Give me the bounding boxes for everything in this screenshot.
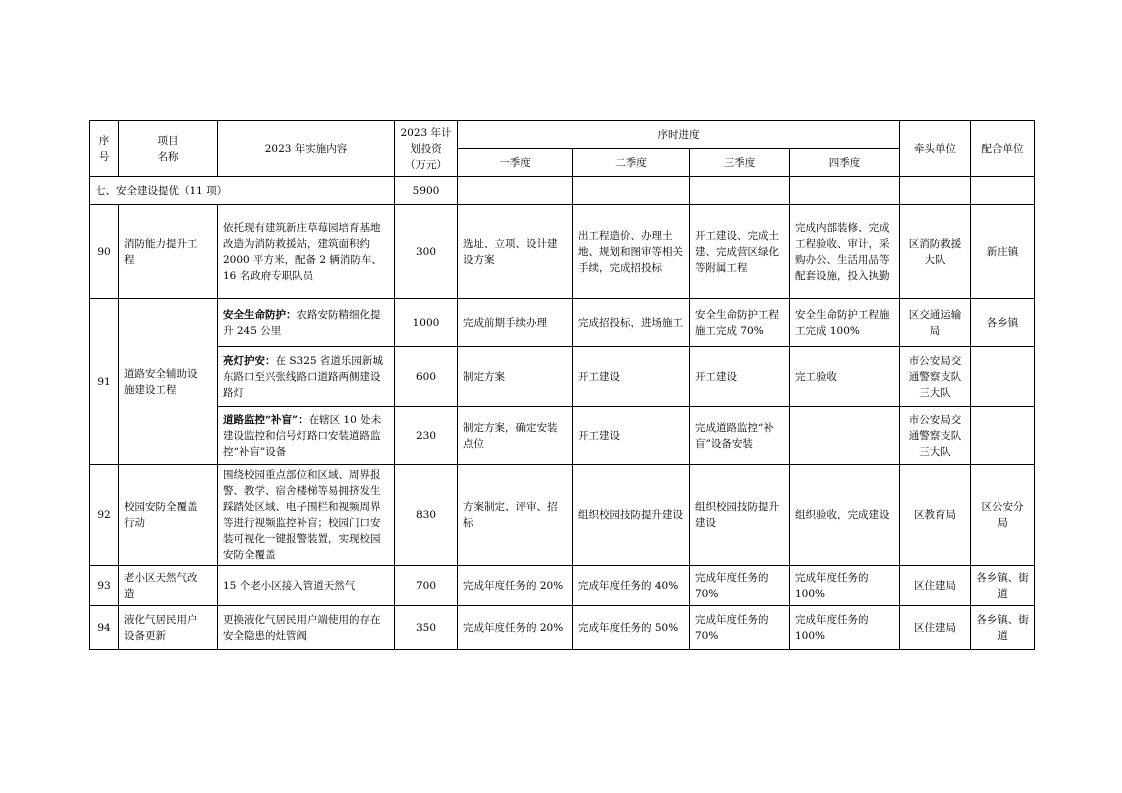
row-lead: 区住建局	[900, 566, 971, 606]
row-content	[218, 407, 395, 465]
row-q1: 完成年度任务的 20%	[458, 566, 573, 606]
content-heading: 道路监控“补盲”：	[223, 413, 309, 426]
row-q1: 制定方案，确定安装点位	[458, 407, 573, 465]
row-content: 围绕校园重点部位和区域、周界报警、教学、宿舍楼梯等易拥挤发生踩踏处区域、电子围栏和视频周界等进行视频监控补盲；校园门口安装可视化一键报警装置，实现校园安防全覆盖	[218, 465, 395, 566]
row-seq: 91	[90, 299, 119, 465]
table-row	[90, 465, 1035, 566]
header-content: 2023 年实施内容	[218, 121, 395, 177]
header-project-name: 项目 名称	[119, 121, 218, 177]
table-row	[90, 347, 1035, 407]
row-q4	[790, 407, 900, 465]
row-q4: 完成年度任务的 100%	[790, 606, 900, 650]
empty-cell	[690, 177, 790, 205]
row-content	[218, 299, 395, 347]
row-content: 15 个老小区接入管道天然气	[218, 566, 395, 606]
row-q3: 完成道路监控“补盲”设备安装	[690, 407, 790, 465]
header-lead-unit: 牵头单位	[900, 121, 971, 177]
section-row	[90, 177, 1035, 205]
row-coop: 各乡镇、街 道	[971, 566, 1035, 606]
empty-cell	[900, 177, 971, 205]
header-q2: 二季度	[573, 149, 690, 177]
row-q1: 选址、立项、设计建设方案	[458, 205, 573, 299]
row-q3: 开工建设	[690, 347, 790, 407]
row-seq: 90	[90, 205, 119, 299]
row-content: 更换液化气居民用户端使用的存在安全隐患的灶管阀	[218, 606, 395, 650]
row-q2: 开工建设	[573, 407, 690, 465]
row-investment: 830	[395, 465, 458, 566]
empty-cell	[790, 177, 900, 205]
content-heading: 亮灯护安：	[223, 354, 276, 367]
content-heading: 安全生命防护：	[223, 308, 297, 321]
row-seq: 92	[90, 465, 119, 566]
row-q2: 完成招投标，进场施工	[573, 299, 690, 347]
row-lead: 市公安局交 通警察支队 三大队	[900, 407, 971, 465]
row-q4: 完工验收	[790, 347, 900, 407]
header-row-1	[90, 121, 1035, 149]
row-q1: 完成前期手续办理	[458, 299, 573, 347]
row-q4: 组织验收，完成建设	[790, 465, 900, 566]
row-lead: 市公安局交 通警察支队 三大队	[900, 347, 971, 407]
row-content: 依托现有建筑新庄草莓园培育基地改造为消防救援站，建筑面积约 2000 平方米，配备 2 辆消防车、16 名政府专职队员	[218, 205, 395, 299]
empty-cell	[458, 177, 573, 205]
row-coop: 各乡镇	[971, 299, 1035, 347]
row-q2: 组织校园技防提升建设	[573, 465, 690, 566]
row-q4: 完成年度任务的 100%	[790, 566, 900, 606]
header-investment: 2023 年计 划投资 （万元）	[395, 121, 458, 177]
header-progress: 序时进度	[458, 121, 900, 149]
row-q3: 安全生命防护工程施工完成 70%	[690, 299, 790, 347]
row-lead: 区教育局	[900, 465, 971, 566]
row-q1: 完成年度任务的 20%	[458, 606, 573, 650]
row-q3: 完成年度任务的 70%	[690, 606, 790, 650]
row-lead: 区住建局	[900, 606, 971, 650]
row-investment: 230	[395, 407, 458, 465]
empty-cell	[971, 177, 1035, 205]
empty-cell	[573, 177, 690, 205]
header-q3: 三季度	[690, 149, 790, 177]
content-text: 在 S325 省道乐园新城东路口至兴张线路口道路两侧建设路灯	[223, 354, 383, 399]
row-investment: 700	[395, 566, 458, 606]
project-plan-table	[89, 120, 1035, 650]
row-q3: 完成年度任务的 70%	[690, 566, 790, 606]
table-row	[90, 407, 1035, 465]
table-row	[90, 205, 1035, 299]
row-q1: 制定方案	[458, 347, 573, 407]
row-q4: 安全生命防护工程施工完成 100%	[790, 299, 900, 347]
header-coop-unit: 配合单位	[971, 121, 1035, 177]
row-lead: 区消防救援 大队	[900, 205, 971, 299]
content-text: 在辖区 10 处未建设监控和信号灯路口安装道路监控“补盲”设备	[223, 413, 382, 458]
row-name: 道路安全辅助设 施建设工程	[119, 299, 218, 465]
row-coop: 新庄镇	[971, 205, 1035, 299]
row-q2: 出工程造价、办理土地、规划和图审等相关手续，完成招投标	[573, 205, 690, 299]
header-q4: 四季度	[790, 149, 900, 177]
row-coop	[971, 347, 1035, 407]
table-row	[90, 299, 1035, 347]
row-q4: 完成内部装修、完成工程验收、审计，采购办公、生活用品等配套设施，投入执勤	[790, 205, 900, 299]
table-row	[90, 566, 1035, 606]
section-title: 七、安全建设提优（11 项）	[90, 177, 395, 205]
row-q3: 开工建设、完成土建、完成营区绿化等附属工程	[690, 205, 790, 299]
row-name: 校园安防全覆盖 行动	[119, 465, 218, 566]
row-investment: 600	[395, 347, 458, 407]
section-total: 5900	[395, 177, 458, 205]
row-content	[218, 347, 395, 407]
row-investment: 300	[395, 205, 458, 299]
row-lead: 区交通运输 局	[900, 299, 971, 347]
row-q3: 组织校园技防提升建设	[690, 465, 790, 566]
header-q1: 一季度	[458, 149, 573, 177]
row-seq: 94	[90, 606, 119, 650]
header-seq: 序 号	[90, 121, 119, 177]
row-name: 老小区天然气改 造	[119, 566, 218, 606]
row-investment: 1000	[395, 299, 458, 347]
row-coop: 各乡镇、街 道	[971, 606, 1035, 650]
row-q2: 开工建设	[573, 347, 690, 407]
row-name: 液化气居民用户 设备更新	[119, 606, 218, 650]
row-seq: 93	[90, 566, 119, 606]
content-text: 农路安防精细化提升 245 公里	[223, 308, 381, 337]
row-coop: 区公安分 局	[971, 465, 1035, 566]
row-investment: 350	[395, 606, 458, 650]
row-q2: 完成年度任务的 40%	[573, 566, 690, 606]
table-row	[90, 606, 1035, 650]
row-q2: 完成年度任务的 50%	[573, 606, 690, 650]
row-q1: 方案制定、评审、招标	[458, 465, 573, 566]
row-name: 消防能力提升工 程	[119, 205, 218, 299]
row-coop	[971, 407, 1035, 465]
